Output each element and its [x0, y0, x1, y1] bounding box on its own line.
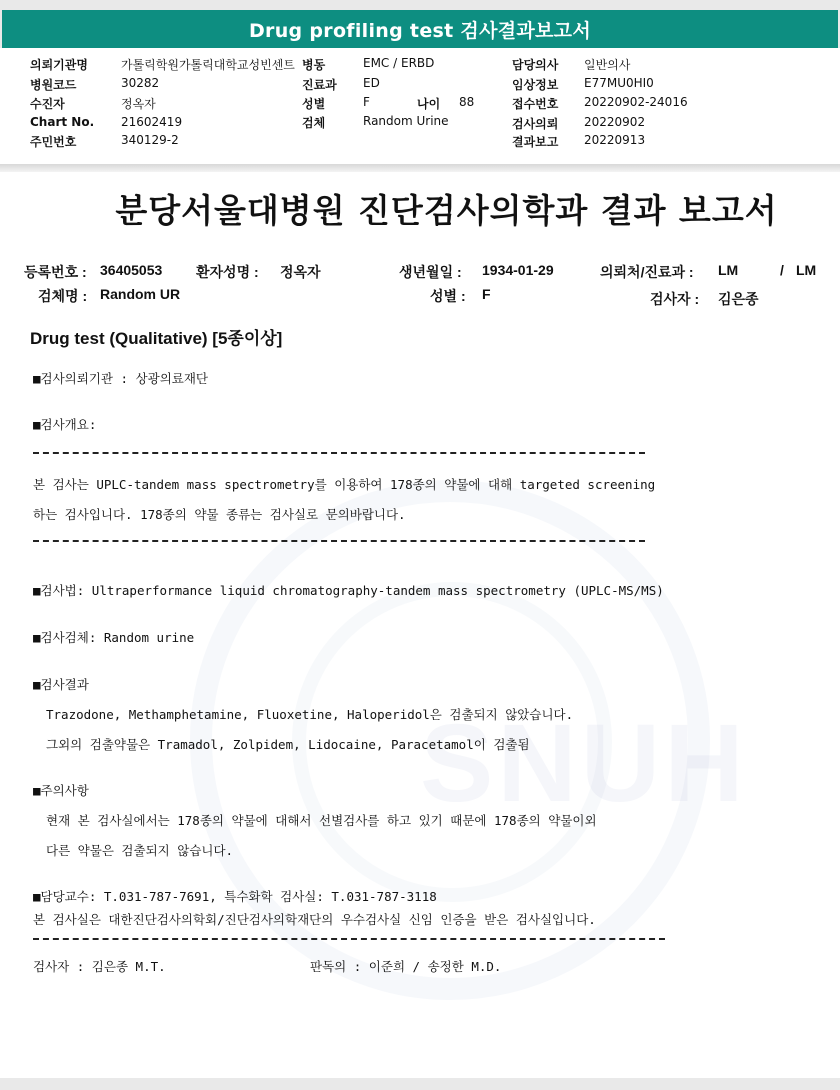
divider-dashed [33, 540, 645, 542]
info-panel [0, 48, 840, 164]
result-title: ■검사결과 [33, 677, 89, 692]
info-label-doctor: 담당의사 [512, 58, 559, 72]
info-value-clinical-info: E77MU0HI0 [584, 76, 654, 90]
info-value-department: ED [363, 76, 380, 90]
info-value-institution: 가톨릭학원가톨릭대학교성빈센트 [121, 58, 295, 72]
info-label-receipt-no: 접수번호 [512, 97, 559, 111]
institution-line: ■검사의뢰기관 : 상광의료재단 [33, 371, 209, 386]
section-title: Drug test (Qualitative) [5종이상] [30, 329, 283, 348]
tester-value: 김은종 [718, 291, 759, 307]
method-line: ■검사법: Ultraperformance liquid chromatography-tandem mass spectrometry (UPLC-MS/MS) [33, 583, 664, 598]
info-label-sex: 성별 [302, 97, 326, 111]
info-value-specimen: Random Urine [363, 114, 449, 128]
specimen-line: ■검사검체: Random urine [33, 630, 195, 645]
bottom-strip [0, 1078, 840, 1090]
overview-line-1: 본 검사는 UPLC-tandem mass spectrometry를 이용하여 178종의 약물에 대해 targeted screening [33, 477, 656, 492]
info-value-ward: EMC / ERBD [363, 56, 435, 70]
info-label-specimen: 검체 [302, 116, 326, 130]
patient-name-value: 정옥자 [280, 264, 321, 280]
specimen-value: Random UR [100, 286, 181, 302]
info-value-patient: 정옥자 [121, 97, 156, 111]
info-label-request-date: 검사의뢰 [512, 117, 559, 131]
info-divider [0, 164, 840, 172]
dob-value: 1934-01-29 [482, 262, 554, 278]
result-line-2: 그외의 검출약물은 Tramadol, Zolpidem, Lidocaine, Paracetamol이 검출됨 [46, 737, 530, 752]
info-label-age: 나이 [417, 97, 441, 111]
page-title: Drug profiling test 검사결과보고서 [248, 19, 591, 42]
divider-dashed [33, 938, 665, 940]
caution-title: ■주의사항 [33, 783, 89, 798]
specimen-label: 검체명 : [38, 288, 88, 304]
overview-title: ■검사개요: [33, 417, 97, 432]
title-strip [2, 10, 838, 48]
reg-no-value: 36405053 [100, 262, 163, 278]
sex-label: 성별 : [430, 288, 466, 304]
contact-line: ■담당교수: T.031-787-7691, 특수화학 검사실: T.031-787-3118 [33, 889, 437, 904]
info-value-doctor: 일반의사 [584, 58, 631, 72]
reg-no-label: 등록번호 : [24, 264, 87, 280]
info-label-clinical-info: 임상정보 [512, 78, 559, 92]
info-label-department: 진료과 [302, 78, 337, 92]
dob-label: 생년월일 : [399, 264, 462, 280]
overview-line-2: 하는 검사입니다. 178종의 약물 종류는 검사실로 문의바랍니다. [33, 507, 406, 522]
info-value-sex: F [363, 95, 370, 109]
info-label-ward: 병동 [302, 58, 326, 72]
sex-value: F [482, 286, 491, 302]
info-value-age: 88 [459, 95, 475, 109]
info-value-receipt-no: 20220902-24016 [584, 95, 688, 109]
info-label-hospital-code: 병원코드 [30, 78, 77, 92]
watermark-text: SNUH [420, 702, 748, 825]
patient-name-label: 환자성명 : [196, 264, 259, 280]
info-label-resident-no: 주민번호 [30, 135, 77, 149]
info-label-chart-no: Chart No. [30, 115, 95, 129]
dept-value-2: LM [796, 262, 817, 278]
info-label-report-date: 결과보고 [512, 135, 559, 149]
result-line-1: Trazodone, Methamphetamine, Fluoxetine, Haloperidol은 검출되지 않았습니다. [46, 707, 574, 722]
caution-line-2: 다른 약물은 검출되지 않습니다. [46, 843, 234, 858]
reviewer-line: 판독의 : 이준희 / 송정한 M.D. [310, 959, 502, 974]
caution-line-1: 현재 본 검사실에서는 178종의 약물에 대해서 선별검사를 하고 있기 때문에 178종의 약물이외 [46, 813, 597, 828]
certification-line: 본 검사실은 대한진단검사의학회/진단검사의학재단의 우수검사실 신임 인증을 받은 검사실입니다. [33, 912, 596, 927]
signer-line: 검사자 : 김은종 M.T. [33, 959, 166, 974]
info-value-chart-no: 21602419 [121, 115, 183, 129]
dept-value-1: LM [718, 262, 739, 278]
divider-dashed [33, 452, 645, 454]
info-value-request-date: 20220902 [584, 115, 646, 129]
info-value-resident-no: 340129-2 [121, 133, 179, 147]
info-label-institution: 의뢰기관명 [30, 58, 88, 72]
report-title: 분당서울대병원 진단검사의학과 결과 보고서 [115, 191, 778, 230]
info-value-report-date: 20220913 [584, 133, 646, 147]
info-label-patient: 수진자 [30, 97, 65, 111]
tester-label: 검사자 : [650, 291, 700, 307]
dept-separator: / [780, 262, 784, 278]
info-value-hospital-code: 30282 [121, 76, 160, 90]
dept-label: 의뢰처/진료과 : [600, 264, 694, 280]
